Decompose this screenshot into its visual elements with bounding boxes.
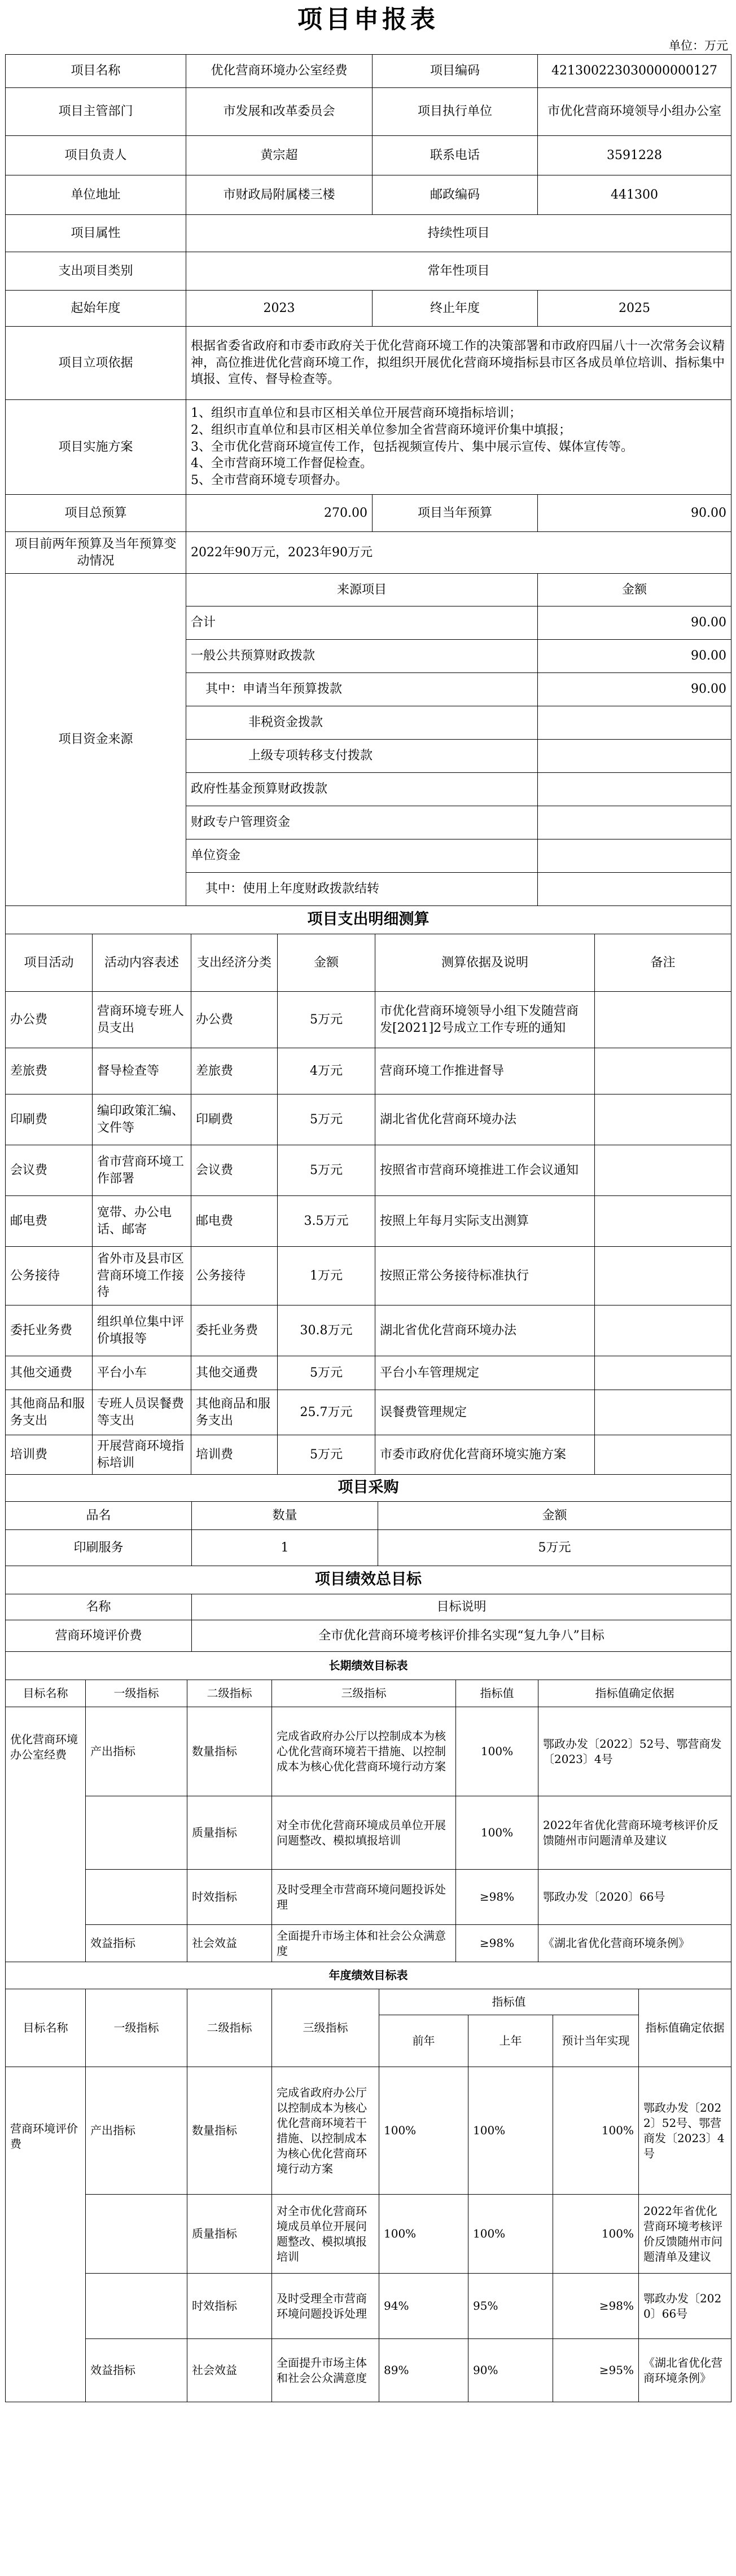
fund-row-amount bbox=[538, 706, 731, 740]
annual-subheader: 前年 bbox=[379, 2015, 468, 2067]
expense-note bbox=[595, 1048, 731, 1094]
annual-header: 目标名称 bbox=[6, 1989, 86, 2067]
expense-basis: 误餐费管理规定 bbox=[375, 1390, 595, 1435]
expense-header: 项目活动 bbox=[6, 934, 93, 992]
expense-class: 培训费 bbox=[191, 1435, 278, 1475]
annual-header: 三级指标 bbox=[272, 1989, 379, 2067]
expense-amount: 25.7万元 bbox=[278, 1390, 375, 1435]
procure-header: 数量 bbox=[192, 1502, 378, 1530]
expense-class: 差旅费 bbox=[191, 1048, 278, 1094]
fund-row-amount bbox=[538, 873, 731, 906]
table-row bbox=[6, 1048, 731, 1094]
expense-activity: 培训费 bbox=[6, 1435, 93, 1475]
longterm-target: 优化营商环境办公室经费 bbox=[6, 1707, 86, 1962]
expense-activity: 其他商品和服务支出 bbox=[6, 1390, 93, 1435]
expense-content: 宽带、办公电话、邮寄 bbox=[93, 1196, 191, 1247]
longterm-basis: 2022年省优化营商环境考核评价反馈随州市问题清单及建议 bbox=[538, 1796, 731, 1870]
annual-level1 bbox=[86, 2195, 187, 2274]
project-plan bbox=[186, 400, 731, 495]
expense-note bbox=[595, 1356, 731, 1390]
label-start-year: 起始年度 bbox=[6, 291, 186, 327]
label-project-name: 项目名称 bbox=[6, 55, 186, 88]
label-project-code: 项目编码 bbox=[373, 55, 538, 88]
expense-basis: 市优化营商环境领导小组下发随营商发[2021]2号成立工作专班的通知 bbox=[375, 992, 595, 1048]
unit-label: 单位：万元 bbox=[669, 39, 728, 52]
annual-prev2: 89% bbox=[379, 2339, 468, 2402]
longterm-basis: 《湖北省优化营商环境条例》 bbox=[538, 1925, 731, 1962]
table-row bbox=[6, 1707, 731, 1796]
exec-unit: 市优化营商环境领导小组办公室 bbox=[538, 88, 731, 136]
expense-basis: 营商环境工作推进督导 bbox=[375, 1048, 595, 1094]
project-category: 常年性项目 bbox=[186, 252, 731, 291]
label-year-budget: 项目当年预算 bbox=[373, 495, 538, 532]
annual-header: 二级指标 bbox=[187, 1989, 272, 2067]
table-row bbox=[6, 1796, 731, 1870]
expense-activity: 其他交通费 bbox=[6, 1356, 93, 1390]
overall-header: 目标说明 bbox=[192, 1594, 731, 1620]
expense-header: 测算依据及说明 bbox=[375, 934, 595, 992]
longterm-header: 二级指标 bbox=[187, 1680, 272, 1707]
longterm-level1: 产出指标 bbox=[86, 1707, 187, 1796]
annual-level3: 及时受理全市营商环境问题投诉处理 bbox=[272, 2274, 379, 2339]
table-row bbox=[6, 1356, 731, 1390]
fund-source-table bbox=[5, 573, 731, 906]
expense-header: 备注 bbox=[595, 934, 731, 992]
annual-header: 指标值确定依据 bbox=[639, 1989, 731, 2067]
procure-header: 金额 bbox=[378, 1502, 731, 1530]
longterm-goal-table bbox=[5, 1651, 731, 1962]
expense-activity: 公务接待 bbox=[6, 1247, 93, 1305]
annual-goal-table bbox=[5, 1962, 731, 2402]
annual-basis: 鄂政办发〔2020〕66号 bbox=[639, 2274, 731, 2339]
expense-note bbox=[595, 1094, 731, 1145]
expense-activity: 差旅费 bbox=[6, 1048, 93, 1094]
annual-prev1: 100% bbox=[468, 2195, 553, 2274]
expense-amount: 5万元 bbox=[278, 1435, 375, 1475]
annual-level3: 全面提升市场主体和社会公众满意度 bbox=[272, 2339, 379, 2402]
plan-item: 2、组织市直单位和县市区相关单位参加全省营商环境评价集中填报； bbox=[191, 423, 571, 437]
expense-note bbox=[595, 1390, 731, 1435]
start-year: 2023 bbox=[186, 291, 373, 327]
expense-class: 邮电费 bbox=[191, 1196, 278, 1247]
prev-budget: 2022年90万元，2023年90万元 bbox=[186, 532, 731, 574]
project-basis: 根据省委省政府和市委市政府关于优化营商环境工作的决策部署和市政府四届八十一次常务会议精神，高位推进优化营商环境工作，拟组织开展优化营商环境指标县市区各成员单位培训、指标集中填报、宣传、督导检查等。 bbox=[186, 327, 731, 400]
annual-level1 bbox=[86, 2274, 187, 2339]
page-title: 项目申报表 bbox=[297, 5, 439, 34]
fund-row-amount bbox=[538, 773, 731, 806]
label-fund-source: 项目资金来源 bbox=[6, 574, 186, 906]
year-budget: 90.00 bbox=[538, 495, 731, 532]
expense-amount: 1万元 bbox=[278, 1247, 375, 1305]
expense-content: 省外市及县市区营商环境工作接待 bbox=[93, 1247, 191, 1305]
zip: 441300 bbox=[538, 175, 731, 215]
overall-header: 名称 bbox=[6, 1594, 192, 1620]
plan-item: 1、组织市直单位和县市区相关单位开展营商环境指标培训； bbox=[191, 406, 522, 421]
fund-row-amount: 90.00 bbox=[538, 640, 731, 673]
total-budget: 270.00 bbox=[186, 495, 373, 532]
expense-class: 其他商品和服务支出 bbox=[191, 1390, 278, 1435]
fund-row-amount: 90.00 bbox=[538, 673, 731, 706]
annual-prev2: 100% bbox=[379, 2195, 468, 2274]
longterm-header: 一级指标 bbox=[86, 1680, 187, 1707]
procurement-table bbox=[5, 1474, 731, 1566]
table-row bbox=[6, 1305, 731, 1356]
expense-content: 平台小车 bbox=[93, 1356, 191, 1390]
expense-content: 专班人员误餐费等支出 bbox=[93, 1390, 191, 1435]
annual-current: ≥98% bbox=[553, 2274, 639, 2339]
longterm-header: 指标值确定依据 bbox=[538, 1680, 731, 1707]
dept: 市发展和改革委员会 bbox=[186, 88, 373, 136]
table-row bbox=[6, 2339, 731, 2402]
expense-class: 委托业务费 bbox=[191, 1305, 278, 1356]
fund-col-source: 来源项目 bbox=[186, 574, 538, 606]
expense-amount: 5万元 bbox=[278, 1094, 375, 1145]
project-attr: 持续性项目 bbox=[186, 215, 731, 252]
label-address: 单位地址 bbox=[6, 175, 186, 215]
expense-class: 会议费 bbox=[191, 1145, 278, 1196]
table-row bbox=[6, 2067, 731, 2195]
annual-subheader: 上年 bbox=[468, 2015, 553, 2067]
longterm-basis: 鄂政办发〔2020〕66号 bbox=[538, 1870, 731, 1925]
label-zip: 邮政编码 bbox=[373, 175, 538, 215]
annual-prev2: 94% bbox=[379, 2274, 468, 2339]
label-leader: 项目负责人 bbox=[6, 136, 186, 175]
expense-content: 省市营商环境工作部署 bbox=[93, 1145, 191, 1196]
longterm-level3: 及时受理全市营商环境问题投诉处理 bbox=[272, 1870, 456, 1925]
expense-amount: 5万元 bbox=[278, 1145, 375, 1196]
expense-note bbox=[595, 1196, 731, 1247]
longterm-level3: 全面提升市场主体和社会公众满意度 bbox=[272, 1925, 456, 1962]
overall-desc: 全市优化营商环境考核评价排名实现“复九争八”目标 bbox=[192, 1620, 731, 1652]
expense-header: 支出经济分类 bbox=[191, 934, 278, 992]
expense-header: 活动内容表述 bbox=[93, 934, 191, 992]
fund-row-name: 财政专户管理资金 bbox=[186, 806, 538, 839]
plan-item: 5、全市营商环境专项督办。 bbox=[191, 473, 348, 488]
fund-row-name: 上级专项转移支付拨款 bbox=[186, 740, 538, 773]
procure-item: 印刷服务 bbox=[6, 1530, 192, 1566]
longterm-header: 三级指标 bbox=[272, 1680, 456, 1707]
label-category: 支出项目类别 bbox=[6, 252, 186, 291]
expense-activity: 委托业务费 bbox=[6, 1305, 93, 1356]
expense-section-title: 项目支出明细测算 bbox=[6, 906, 731, 934]
expense-content: 开展营商环境指标培训 bbox=[93, 1435, 191, 1475]
plan-item: 4、全市营商环境工作督促检查。 bbox=[191, 456, 373, 471]
plan-item: 3、全市优化营商环境宣传工作，包括视频宣传片、集中展示宣传、媒体宣传等。 bbox=[191, 439, 633, 454]
expense-class: 印刷费 bbox=[191, 1094, 278, 1145]
label-attr: 项目属性 bbox=[6, 215, 186, 252]
expense-basis: 按照上年每月实际支出测算 bbox=[375, 1196, 595, 1247]
annual-basis: 鄂政办发〔2022〕52号、鄂营商发〔2023〕4号 bbox=[639, 2067, 731, 2195]
address: 市财政局附属楼三楼 bbox=[186, 175, 373, 215]
expense-amount: 3.5万元 bbox=[278, 1196, 375, 1247]
expense-amount: 4万元 bbox=[278, 1048, 375, 1094]
table-row bbox=[6, 992, 731, 1048]
fund-row-name: 一般公共预算财政拨款 bbox=[186, 640, 538, 673]
fund-row-name: 政府性基金预算财政拨款 bbox=[186, 773, 538, 806]
expense-note bbox=[595, 1145, 731, 1196]
fund-row-name: 非税资金拨款 bbox=[186, 706, 538, 740]
table-row bbox=[6, 1094, 731, 1145]
annual-prev2: 100% bbox=[379, 2067, 468, 2195]
table-row bbox=[6, 1247, 731, 1305]
expense-activity: 印刷费 bbox=[6, 1094, 93, 1145]
overall-name: 营商环境评价费 bbox=[6, 1620, 192, 1652]
expense-activity: 办公费 bbox=[6, 992, 93, 1048]
procure-header: 品名 bbox=[6, 1502, 192, 1530]
expense-amount: 30.8万元 bbox=[278, 1305, 375, 1356]
procure-section-title: 项目采购 bbox=[6, 1475, 731, 1502]
project-name: 优化营商环境办公室经费 bbox=[186, 55, 373, 88]
longterm-value: 100% bbox=[456, 1796, 538, 1870]
annual-target: 营商环境评价费 bbox=[6, 2067, 86, 2402]
annual-header: 指标值 bbox=[379, 1989, 639, 2015]
annual-level2: 质量指标 bbox=[187, 2195, 272, 2274]
longterm-level3: 对全市优化营商环境成员单位开展问题整改、模拟填报培训 bbox=[272, 1796, 456, 1870]
expense-table bbox=[5, 905, 731, 1475]
fund-row-name: 其中：申请当年预算拨款 bbox=[186, 673, 538, 706]
expense-amount: 5万元 bbox=[278, 992, 375, 1048]
expense-basis: 按照省市营商环境推进工作会议通知 bbox=[375, 1145, 595, 1196]
fund-col-amount: 金额 bbox=[538, 574, 731, 606]
longterm-value: ≥98% bbox=[456, 1870, 538, 1925]
expense-activity: 会议费 bbox=[6, 1145, 93, 1196]
table-row bbox=[6, 1530, 731, 1566]
expense-class: 其他交通费 bbox=[191, 1356, 278, 1390]
label-dept: 项目主管部门 bbox=[6, 88, 186, 136]
label-end-year: 终止年度 bbox=[373, 291, 538, 327]
label-phone: 联系电话 bbox=[373, 136, 538, 175]
label-exec-unit: 项目执行单位 bbox=[373, 88, 538, 136]
label-total-budget: 项目总预算 bbox=[6, 495, 186, 532]
overall-goal-table bbox=[5, 1566, 731, 1652]
procure-qty: 1 bbox=[192, 1530, 378, 1566]
table-row bbox=[6, 2274, 731, 2339]
table-row bbox=[6, 1196, 731, 1247]
expense-note bbox=[595, 1435, 731, 1475]
table-row bbox=[6, 1390, 731, 1435]
longterm-level2: 数量指标 bbox=[187, 1707, 272, 1796]
fund-row-amount bbox=[538, 839, 731, 873]
expense-activity: 邮电费 bbox=[6, 1196, 93, 1247]
annual-current: 100% bbox=[553, 2067, 639, 2195]
annual-section-title: 年度绩效目标表 bbox=[6, 1962, 731, 1989]
longterm-level2: 社会效益 bbox=[187, 1925, 272, 1962]
longterm-level1 bbox=[86, 1796, 187, 1870]
label-prev-budget: 项目前两年预算及当年预算变动情况 bbox=[6, 532, 186, 574]
leader: 黄宗超 bbox=[186, 136, 373, 175]
basic-info-table bbox=[5, 54, 731, 574]
expense-class: 办公费 bbox=[191, 992, 278, 1048]
annual-prev1: 90% bbox=[468, 2339, 553, 2402]
annual-level1: 产出指标 bbox=[86, 2067, 187, 2195]
annual-level2: 时效指标 bbox=[187, 2274, 272, 2339]
annual-level3: 完成省政府办公厅以控制成本为核心优化营商环境若干措施、以控制成本为核心优化营商环境行动方案 bbox=[272, 2067, 379, 2195]
longterm-header: 指标值 bbox=[456, 1680, 538, 1707]
expense-content: 编印政策汇编、文件等 bbox=[93, 1094, 191, 1145]
longterm-level1: 效益指标 bbox=[86, 1925, 187, 1962]
annual-prev1: 95% bbox=[468, 2274, 553, 2339]
longterm-value: 100% bbox=[456, 1707, 538, 1796]
expense-header: 金额 bbox=[278, 934, 375, 992]
procure-amount: 5万元 bbox=[378, 1530, 731, 1566]
fund-row-name: 其中：使用上年度财政拨款结转 bbox=[186, 873, 538, 906]
annual-level3: 对全市优化营商环境成员单位开展问题整改、模拟填报培训 bbox=[272, 2195, 379, 2274]
expense-amount: 5万元 bbox=[278, 1356, 375, 1390]
annual-level2: 数量指标 bbox=[187, 2067, 272, 2195]
longterm-level2: 质量指标 bbox=[187, 1796, 272, 1870]
annual-subheader: 预计当年实现 bbox=[553, 2015, 639, 2067]
annual-current: 100% bbox=[553, 2195, 639, 2274]
expense-basis: 市委市政府优化营商环境实施方案 bbox=[375, 1435, 595, 1475]
expense-basis: 湖北省优化营商环境办法 bbox=[375, 1094, 595, 1145]
annual-current: ≥95% bbox=[553, 2339, 639, 2402]
longterm-basis: 鄂政办发〔2022〕52号、鄂营商发〔2023〕4号 bbox=[538, 1707, 731, 1796]
table-row bbox=[6, 1435, 731, 1475]
table-row bbox=[6, 1870, 731, 1925]
expense-note bbox=[595, 1305, 731, 1356]
annual-basis: 2022年省优化营商环境考核评价反馈随州市问题清单及建议 bbox=[639, 2195, 731, 2274]
annual-header: 一级指标 bbox=[86, 1989, 187, 2067]
table-row bbox=[6, 1620, 731, 1652]
expense-basis: 湖北省优化营商环境办法 bbox=[375, 1305, 595, 1356]
expense-content: 组织单位集中评价填报等 bbox=[93, 1305, 191, 1356]
longterm-section-title: 长期绩效目标表 bbox=[6, 1652, 731, 1680]
fund-row-amount bbox=[538, 806, 731, 839]
fund-row-amount bbox=[538, 740, 731, 773]
end-year: 2025 bbox=[538, 291, 731, 327]
longterm-level2: 时效指标 bbox=[187, 1870, 272, 1925]
longterm-level1 bbox=[86, 1870, 187, 1925]
phone: 3591228 bbox=[538, 136, 731, 175]
label-plan: 项目实施方案 bbox=[6, 400, 186, 495]
table-row bbox=[6, 1145, 731, 1196]
table-row bbox=[6, 1925, 731, 1962]
longterm-value: ≥98% bbox=[456, 1925, 538, 1962]
annual-level2: 社会效益 bbox=[187, 2339, 272, 2402]
expense-content: 督导检查等 bbox=[93, 1048, 191, 1094]
expense-basis: 按照正常公务接待标准执行 bbox=[375, 1247, 595, 1305]
fund-row-name: 合计 bbox=[186, 606, 538, 640]
table-row bbox=[6, 2195, 731, 2274]
expense-class: 公务接待 bbox=[191, 1247, 278, 1305]
fund-row-amount: 90.00 bbox=[538, 606, 731, 640]
expense-basis: 平台小车管理规定 bbox=[375, 1356, 595, 1390]
annual-prev1: 100% bbox=[468, 2067, 553, 2195]
project-code: 421300223030000000127 bbox=[538, 55, 731, 88]
expense-note bbox=[595, 992, 731, 1048]
fund-row-name: 单位资金 bbox=[186, 839, 538, 873]
longterm-header: 目标名称 bbox=[6, 1680, 86, 1707]
label-basis: 项目立项依据 bbox=[6, 327, 186, 400]
expense-content: 营商环境专班人员支出 bbox=[93, 992, 191, 1048]
annual-basis: 《湖北省优化营商环境条例》 bbox=[639, 2339, 731, 2402]
annual-level1: 效益指标 bbox=[86, 2339, 187, 2402]
longterm-level3: 完成省政府办公厅以控制成本为核心优化营商环境若干措施、以控制成本为核心优化营商环境行动方案 bbox=[272, 1707, 456, 1796]
overall-section-title: 项目绩效总目标 bbox=[6, 1566, 731, 1594]
expense-note bbox=[595, 1247, 731, 1305]
